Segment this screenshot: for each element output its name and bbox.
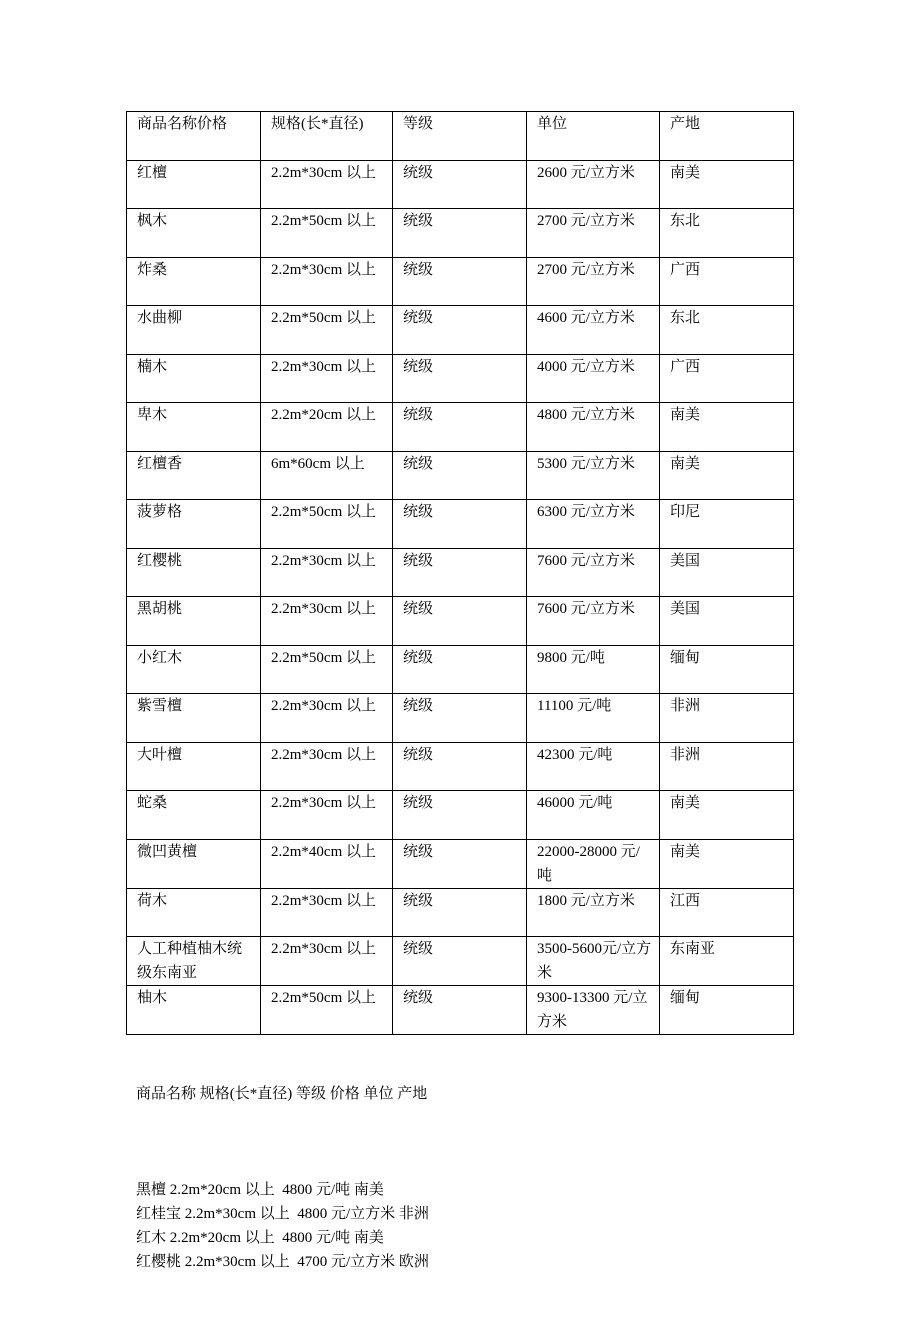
cell-origin: 东南亚 <box>660 937 794 986</box>
cell-grade: 统级 <box>393 888 527 937</box>
cell-spec: 2.2m*40cm 以上 <box>261 839 393 888</box>
cell-product-name: 荷木 <box>127 888 261 937</box>
cell-unit-price: 2600 元/立方米 <box>527 160 660 209</box>
cell-product-name: 红檀香 <box>127 451 261 500</box>
cell-origin: 江西 <box>660 888 794 937</box>
header-origin: 产地 <box>660 112 794 161</box>
cell-unit-price: 9300-13300 元/立方米 <box>527 986 660 1035</box>
cell-product-name: 红檀 <box>127 160 261 209</box>
cell-origin: 美国 <box>660 548 794 597</box>
cell-unit-price: 4000 元/立方米 <box>527 354 660 403</box>
table-row <box>127 500 794 549</box>
cell-unit-price: 22000-28000 元/吨 <box>527 839 660 888</box>
cell-origin: 非洲 <box>660 694 794 743</box>
table-row <box>127 986 794 1035</box>
cell-product-name: 红樱桃 <box>127 548 261 597</box>
cell-origin: 南美 <box>660 839 794 888</box>
cell-spec: 2.2m*50cm 以上 <box>261 500 393 549</box>
table-row <box>127 548 794 597</box>
cell-unit-price: 4800 元/立方米 <box>527 403 660 452</box>
cell-spec: 6m*60cm 以上 <box>261 451 393 500</box>
cell-product-name: 微凹黄檀 <box>127 839 261 888</box>
cell-origin: 印尼 <box>660 500 794 549</box>
cell-grade: 统级 <box>393 645 527 694</box>
cell-unit-price: 42300 元/吨 <box>527 742 660 791</box>
cell-product-name: 菠萝格 <box>127 500 261 549</box>
plain-list-lines <box>136 1178 836 1274</box>
cell-product-name: 楠木 <box>127 354 261 403</box>
plain-list-header: 商品名称 规格(长*直径) 等级 价格 单位 产地 <box>136 1086 428 1102</box>
cell-unit-price: 2700 元/立方米 <box>527 209 660 258</box>
cell-spec: 2.2m*20cm 以上 <box>261 403 393 452</box>
cell-origin: 东北 <box>660 209 794 258</box>
table-row <box>127 451 794 500</box>
cell-unit-price: 7600 元/立方米 <box>527 548 660 597</box>
cell-grade: 统级 <box>393 209 527 258</box>
cell-spec: 2.2m*30cm 以上 <box>261 888 393 937</box>
cell-spec: 2.2m*30cm 以上 <box>261 257 393 306</box>
cell-spec: 2.2m*30cm 以上 <box>261 597 393 646</box>
cell-origin: 缅甸 <box>660 986 794 1035</box>
header-grade: 等级 <box>393 112 527 161</box>
cell-grade: 统级 <box>393 548 527 597</box>
cell-product-name: 小红木 <box>127 645 261 694</box>
cell-product-name: 人工种植柚木统级东南亚 <box>127 937 261 986</box>
cell-grade: 统级 <box>393 694 527 743</box>
cell-grade: 统级 <box>393 257 527 306</box>
cell-unit-price: 9800 元/吨 <box>527 645 660 694</box>
cell-product-name: 蛇桑 <box>127 791 261 840</box>
table-row <box>127 839 794 888</box>
cell-grade: 统级 <box>393 354 527 403</box>
table-row <box>127 257 794 306</box>
cell-grade: 统级 <box>393 791 527 840</box>
table-row <box>127 645 794 694</box>
cell-product-name: 水曲柳 <box>127 306 261 355</box>
cell-origin: 美国 <box>660 597 794 646</box>
cell-unit-price: 6300 元/立方米 <box>527 500 660 549</box>
cell-spec: 2.2m*50cm 以上 <box>261 986 393 1035</box>
cell-unit-price: 5300 元/立方米 <box>527 451 660 500</box>
cell-product-name: 大叶檀 <box>127 742 261 791</box>
cell-grade: 统级 <box>393 986 527 1035</box>
cell-origin: 广西 <box>660 354 794 403</box>
header-spec: 规格(长*直径) <box>261 112 393 161</box>
cell-grade: 统级 <box>393 839 527 888</box>
cell-origin: 南美 <box>660 791 794 840</box>
cell-grade: 统级 <box>393 160 527 209</box>
table-body <box>127 160 794 1035</box>
cell-product-name: 枫木 <box>127 209 261 258</box>
cell-spec: 2.2m*30cm 以上 <box>261 937 393 986</box>
cell-unit-price: 11100 元/吨 <box>527 694 660 743</box>
cell-product-name: 卑木 <box>127 403 261 452</box>
header-product-name: 商品名称价格 <box>127 112 261 161</box>
cell-grade: 统级 <box>393 451 527 500</box>
table-header-row <box>127 112 794 161</box>
cell-spec: 2.2m*30cm 以上 <box>261 548 393 597</box>
cell-unit-price: 3500-5600元/立方米 <box>527 937 660 986</box>
cell-unit-price: 7600 元/立方米 <box>527 597 660 646</box>
cell-spec: 2.2m*50cm 以上 <box>261 209 393 258</box>
table-row <box>127 888 794 937</box>
cell-grade: 统级 <box>393 937 527 986</box>
cell-product-name: 紫雪檀 <box>127 694 261 743</box>
cell-spec: 2.2m*30cm 以上 <box>261 791 393 840</box>
table-row <box>127 209 794 258</box>
cell-spec: 2.2m*30cm 以上 <box>261 160 393 209</box>
cell-origin: 缅甸 <box>660 645 794 694</box>
cell-product-name: 柚木 <box>127 986 261 1035</box>
table-row <box>127 791 794 840</box>
cell-origin: 南美 <box>660 451 794 500</box>
cell-spec: 2.2m*50cm 以上 <box>261 306 393 355</box>
cell-grade: 统级 <box>393 403 527 452</box>
table-row <box>127 742 794 791</box>
cell-grade: 统级 <box>393 306 527 355</box>
cell-origin: 非洲 <box>660 742 794 791</box>
table-row <box>127 694 794 743</box>
plain-list-item: 红木 2.2m*20cm 以上 4800 元/吨 南美 <box>136 1230 384 1246</box>
header-unit: 单位 <box>527 112 660 161</box>
cell-unit-price: 1800 元/立方米 <box>527 888 660 937</box>
plain-list-item: 红桂宝 2.2m*30cm 以上 4800 元/立方米 非洲 <box>136 1206 429 1222</box>
table-row <box>127 306 794 355</box>
table-row <box>127 597 794 646</box>
plain-list-item: 黑檀 2.2m*20cm 以上 4800 元/吨 南美 <box>136 1182 384 1198</box>
plain-price-list <box>136 1034 836 1322</box>
cell-origin: 东北 <box>660 306 794 355</box>
cell-origin: 南美 <box>660 160 794 209</box>
cell-unit-price: 4600 元/立方米 <box>527 306 660 355</box>
cell-spec: 2.2m*30cm 以上 <box>261 742 393 791</box>
cell-spec: 2.2m*30cm 以上 <box>261 354 393 403</box>
plain-list-item: 红樱桃 2.2m*30cm 以上 4700 元/立方米 欧洲 <box>136 1254 429 1270</box>
cell-product-name: 黑胡桃 <box>127 597 261 646</box>
cell-grade: 统级 <box>393 500 527 549</box>
cell-unit-price: 46000 元/吨 <box>527 791 660 840</box>
table-row <box>127 160 794 209</box>
wood-price-table <box>126 111 794 1035</box>
cell-product-name: 炸桑 <box>127 257 261 306</box>
cell-grade: 统级 <box>393 742 527 791</box>
cell-unit-price: 2700 元/立方米 <box>527 257 660 306</box>
table-row <box>127 403 794 452</box>
cell-origin: 南美 <box>660 403 794 452</box>
cell-spec: 2.2m*30cm 以上 <box>261 694 393 743</box>
table-row <box>127 354 794 403</box>
cell-grade: 统级 <box>393 597 527 646</box>
cell-spec: 2.2m*50cm 以上 <box>261 645 393 694</box>
table-row <box>127 937 794 986</box>
cell-origin: 广西 <box>660 257 794 306</box>
